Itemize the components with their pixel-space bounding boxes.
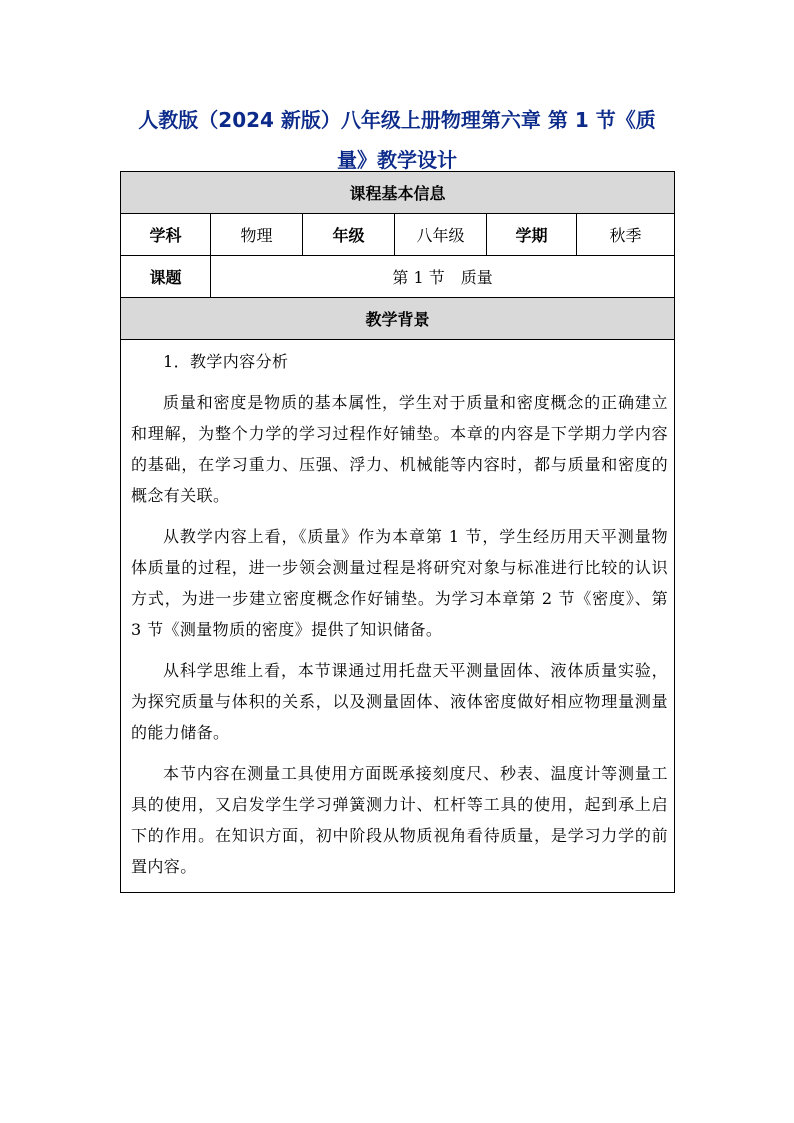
title-line-1: 人教版（2024 新版）八年级上册物理第六章 第 1 节《质 bbox=[138, 108, 656, 132]
document-title bbox=[120, 100, 674, 180]
background-paragraph: 从教学内容上看，《质量》作为本章第 1 节，学生经历用天平测量物体质量的过程，进一步领会测量过程是将研究对象与标准进行比较的认识方式，为进一步建立密度概念作好铺垫。为学习本章第 2 节《密度》、第 3 节《测量物质的密度》提供了知识储备。 bbox=[131, 527, 669, 639]
grade-value: 八年级 bbox=[395, 214, 487, 256]
subject-label: 学科 bbox=[121, 214, 211, 256]
background-paragraph: 本节内容在测量工具使用方面既承接刻度尺、秒表、温度计等测量工具的使用，又启发学生学习弹簧测力计、杠杆等工具的使用，起到承上启下的作用。在知识方面，初中阶段从物质视角看待质量，是学习力学的前置内容。 bbox=[131, 764, 669, 876]
topic-label: 课题 bbox=[121, 256, 211, 298]
grade-label: 年级 bbox=[303, 214, 395, 256]
basic-info-header: 课程基本信息 bbox=[121, 172, 675, 214]
term-value: 秋季 bbox=[577, 214, 675, 256]
topic-value: 第 1 节 质量 bbox=[211, 256, 675, 298]
background-paragraph: 质量和密度是物质的基本属性，学生对于质量和密度概念的正确建立和理解，为整个力学的学习过程作好铺垫。本章的内容是下学期力学内容的基础，在学习重力、压强、浮力、机械能等内容时，都与质量和密度的概念有关联。 bbox=[131, 393, 669, 505]
background-content bbox=[121, 340, 675, 893]
title-line-2: 量》教学设计 bbox=[337, 148, 457, 172]
subject-value: 物理 bbox=[211, 214, 303, 256]
background-paragraph: 从科学思维上看，本节课通过用托盘天平测量固体、液体质量实验，为探究质量与体积的关系，以及测量固体、液体密度做好相应物理量测量的能力储备。 bbox=[131, 661, 669, 742]
content-analysis-heading: 1．教学内容分析 bbox=[163, 352, 289, 371]
lesson-info-table bbox=[120, 171, 675, 893]
background-header: 教学背景 bbox=[121, 298, 675, 340]
topic-row bbox=[121, 256, 675, 298]
term-label: 学期 bbox=[487, 214, 577, 256]
subject-row bbox=[121, 214, 675, 256]
